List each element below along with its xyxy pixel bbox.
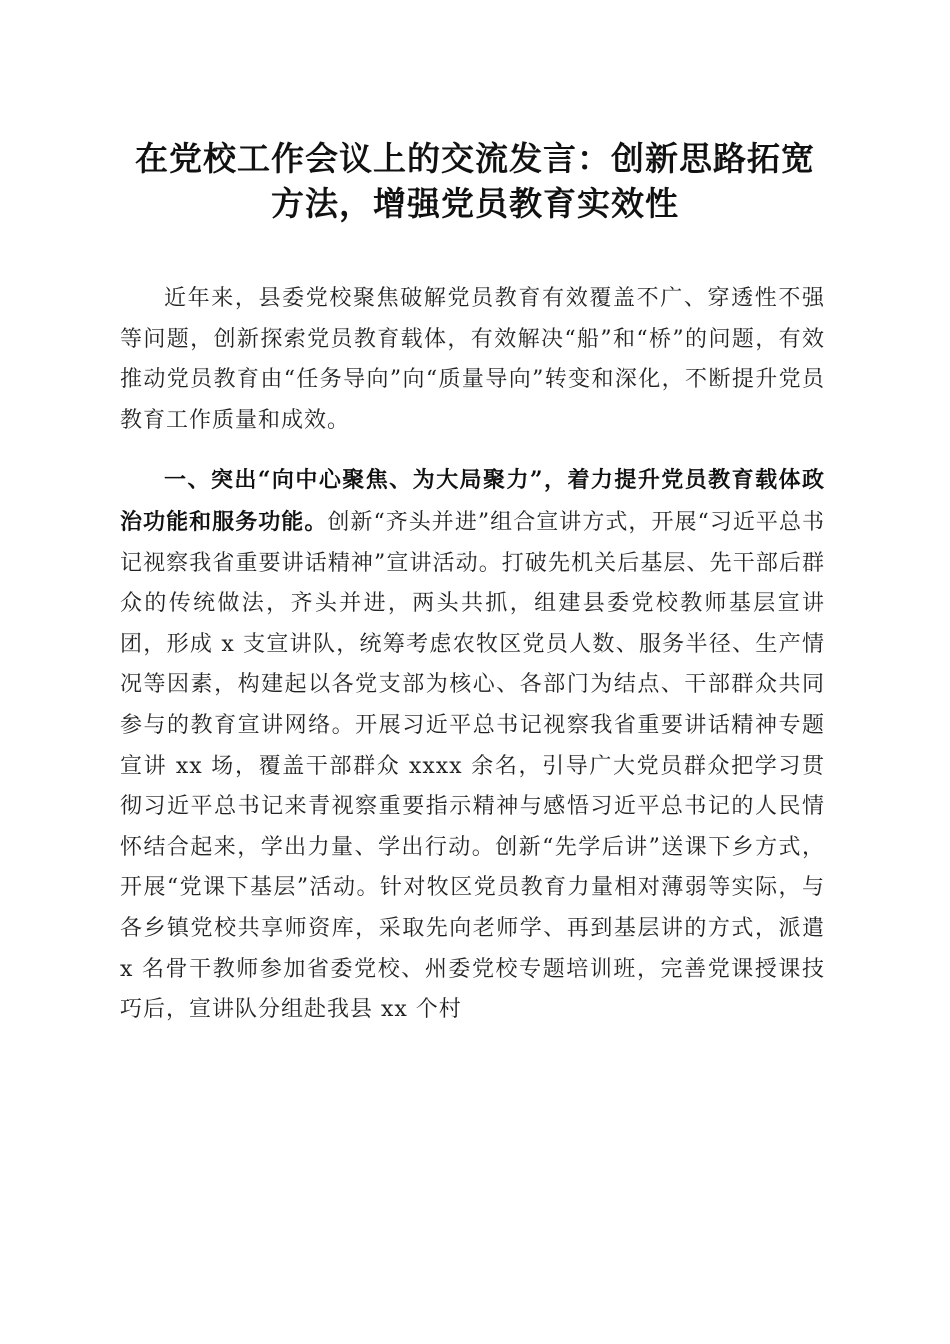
document-body <box>120 279 825 1031</box>
section-heading: 一、突出“向中心聚焦、为大局聚力”，着力提升党员教育载体政治功能和服务功能。 <box>120 467 825 535</box>
title-line-1: 在党校工作会议上的交流发言：创新思路拓宽 <box>135 139 815 178</box>
section-one-paragraph <box>120 460 825 1030</box>
intro-paragraph <box>120 279 825 441</box>
document-title <box>110 136 840 226</box>
paragraph-text: 近年来，县委党校聚焦破解党员教育有效覆盖不广、穿透性不强等问题，创新探索党员教育载体，有效解决“船”和“桥”的问题，有效推动党员教育由“任务导向”向“质量导向”转变和深化，不断提升党员教育工作质量和成效。 <box>120 286 825 433</box>
paragraph-text: 创新“齐头并进”组合宣讲方式，开展“习近平总书记视察我省重要讲话精神”宣讲活动。打破先机关后基层、先干部后群众的传统做法，齐头并进，两头共抓，组建县委党校教师基层宣讲团，形成 x 支宣讲队，统筹考虑农牧区党员人数、服务半径、生产情况等因素，构建起以各党支部为核心、各部门为结点、干部群众共同参与的教育宣讲网络。开展习近平总书记视察我省重要讲话精神专题宣讲 xx 场，覆盖干部群众 xxxx 余名，引导广大党员群众把学习贯彻习近平总书记来青视察重要指示精神与感悟习近平总书记的人民情怀结合起来，学出力量、学出行动。创新“先学后讲”送课下乡方式，开展“党课下基层”活动。针对牧区党员教育力量相对薄弱等实际，与各乡镇党校共享师资库，采取先向老师学、再到基层讲的方式，派遣 x 名骨干教师参加省委党校、州委党校专题培训班，完善党课授课技巧后，宣讲队分组赴我县 xx 个村 <box>120 509 825 1023</box>
title-line-2: 方法，增强党员教育实效性 <box>271 184 679 223</box>
